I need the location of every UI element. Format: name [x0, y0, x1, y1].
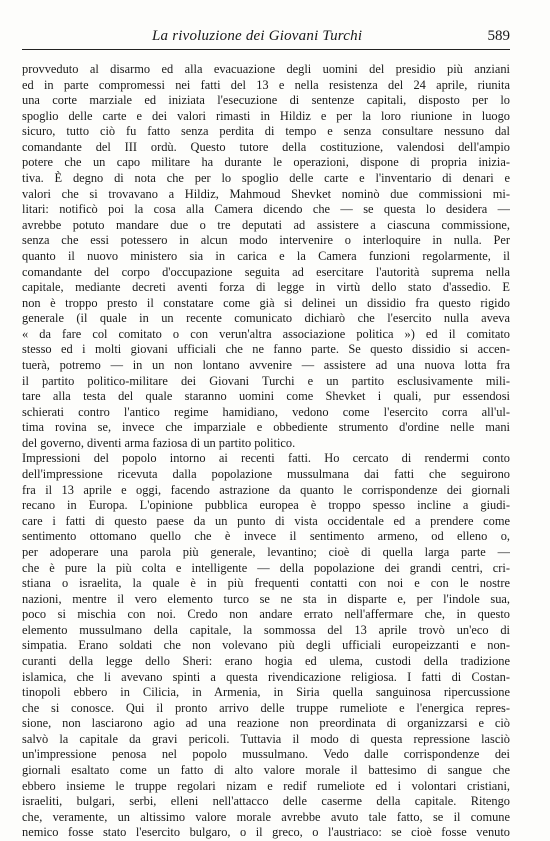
text-line: poco si mischia con noi. Credo non andare errato nell'affermare che, in questo: [22, 607, 510, 622]
text-line: schierati contro l'antico regime hamidiano, vedono come l'esercito corra all'ul-: [22, 404, 510, 419]
header-rule: [22, 49, 510, 50]
text-line: che, veramente, un altissimo valore morale avrebbe avuto tale fatto, se il comune: [22, 809, 510, 824]
text-line: capitale, mediante decreti aventi forza di legge in virtù dello stato d'assedio. E: [22, 280, 510, 295]
text-line: salvò la capitale da gravi pericoli. Tuttavia il modo di questa repressione lasciò: [22, 731, 510, 746]
text-line: fra il 13 aprile e oggi, facendo astrazione da quanto le corrispondenze dei giornali: [22, 482, 510, 497]
text-line: dell'impressione ricevuta dalla popolazione mussulmana dai fatti che seguirono: [22, 467, 510, 482]
text-line: quanto il nuovo ministero sia in carica e la Camera funzioni regolarmente, il: [22, 248, 510, 263]
text-line: islamica, che li avevano spinti a questa rivendicazione religiosa. I fatti di Costan-: [22, 669, 510, 684]
page-header: [22, 28, 510, 48]
text-line: nemico fosse stato l'esercito bulgaro, o il greco, o l'austriaco: se cioè fosse venuto: [22, 825, 510, 840]
text-line: sicuro, tutto ciò fu fatto senza perdita di tempo e senza consultare nessuno dal: [22, 124, 510, 139]
text-line: che si conosce. Qui il pronto arrivo delle truppe rumeliote e l'energica repres-: [22, 700, 510, 715]
running-title: La rivoluzione dei Giovani Turchi: [152, 28, 363, 44]
text-line: Impressioni del popolo intorno ai recenti fatti. Ho cercato di rendermi conto: [22, 451, 510, 466]
text-line: spoglio delle carte e dei valori rimasti in Hildiz e per la loro riunione in luogo: [22, 108, 510, 123]
text-line: stesso ed i molti giovani ufficiali che ne fanno parte. Se questo dissidio si accen-: [22, 342, 510, 357]
text-line: recano in Europa. L'opinione pubblica europea è troppo spesso incline a giudi-: [22, 498, 510, 513]
text-line: tiva. È degno di nota che per lo spoglio delle carte e l'inventario di denari e: [22, 171, 510, 186]
text-line: una corte marziale ed iniziata l'esecuzione di sentenze capitali, disposto per lo: [22, 93, 510, 108]
text-line: israeliti, bulgari, serbi, elleni nell'attacco delle caserme della capitale. Ritengo: [22, 794, 510, 809]
text-line: giornali esaltato come un fatto di alto valore morale il battesimo di sangue che: [22, 763, 510, 778]
text-line: stiana o israelita, la quale è in più frequenti contatti con noi e con le nostre: [22, 576, 510, 591]
body-text: [22, 62, 510, 841]
text-line: provveduto al disarmo ed alla evacuazione degli uomini del presidio più anziani: [22, 62, 510, 76]
text-line: tuerà, potremo — in un non lontano avvenire — assistere ad una nuova lotta fra: [22, 357, 510, 372]
text-line: sione, non lasciarono agio ad una reazione non preordinata di organizzarsi e ciò: [22, 716, 510, 731]
text-line: sentimento ottomano quello che è invece il sentimento armeno, od elleno o,: [22, 529, 510, 544]
text-line: tima rovina se, invece che imparziale e obbediente strumento d'ordine nelle mani: [22, 420, 510, 435]
text-line: il partito politico-militare dei Giovani Turchi e un partito esclusivamente mili-: [22, 373, 510, 388]
page-number: 589: [487, 28, 510, 44]
text-line: un'impressione penosa nel popolo mussulmano. Vedo dalle corrispondenze dei: [22, 747, 510, 762]
text-line: potere che un capo militare ha durante le operazioni, dispone di propria inizia-: [22, 155, 510, 170]
text-line: ebbero insieme le truppe regolari nizam e redif rumeliote ed i volontari cristiani,: [22, 778, 510, 793]
text-line: litari: notificò poi la cosa alla Camera dicendo che — se questa lo desidera —: [22, 202, 510, 217]
text-line: ed in parte compromessi nei fatti del 13 e nella resistenza del 24 aprile, riunita: [22, 77, 510, 92]
text-line: avrebbe potuto mandare due o tre deputati ad assistere a ciascuna commissione,: [22, 217, 510, 232]
text-line: care i fatti di questo paese da un punto di vista occidentale ed a prendere come: [22, 513, 510, 528]
text-line: del governo, diventi arma faziosa di un partito politico.: [22, 435, 296, 450]
text-line: che è pure la più colta e intelligente — della popolazione dei grandi centri, cri-: [22, 560, 510, 575]
text-line: generale (il quale in un recente comunicato dichiarò che l'esercito nulla aveva: [22, 311, 510, 326]
text-line: tinopoli ebbero in Cilicia, in Armenia, in Siria quella sanguinosa ripercussione: [22, 685, 510, 700]
text-line: « da fare col comitato o con verun'altra associazione politica ») ed il comitato: [22, 326, 510, 341]
text-line: curanti della legge dello Sheri: erano hogia ed ulema, custodi della tradizione: [22, 653, 510, 668]
text-line: non è troppo presto il constatare come già si delinei un dissidio fra questo rigido: [22, 295, 510, 310]
text-line: senza che essi potessero in alcun modo intervenire o interloquire in nulla. Per: [22, 233, 510, 248]
text-line: elemento mussulmano della capitale, la sommossa del 13 aprile trovò un'eco di: [22, 622, 510, 637]
text-line: valori che si trovavano a Hildiz, Mahmoud Shevket nominò due commissioni mi-: [22, 186, 510, 201]
text-line: comandante del III ordù. Questo tutore della costituzione, valendosi dell'ampio: [22, 139, 510, 154]
text-line: per adoperare una parola più generale, levantino; cioè di quella larga parte —: [22, 544, 510, 559]
text-line: tare alla testa del quale staranno uomini come Shevket i quali, pur essendosi: [22, 389, 510, 404]
text-line: nazioni, mentre il vero elemento turco se ne sta in disparte e, per l'indole sua,: [22, 591, 510, 606]
text-line: simpatia. Erano soldati che non volevano più degli ufficiali europeizzanti e non-: [22, 638, 510, 653]
text-line: comandante del corpo d'occupazione seguita ad esercitare l'autorità suprema nella: [22, 264, 510, 279]
